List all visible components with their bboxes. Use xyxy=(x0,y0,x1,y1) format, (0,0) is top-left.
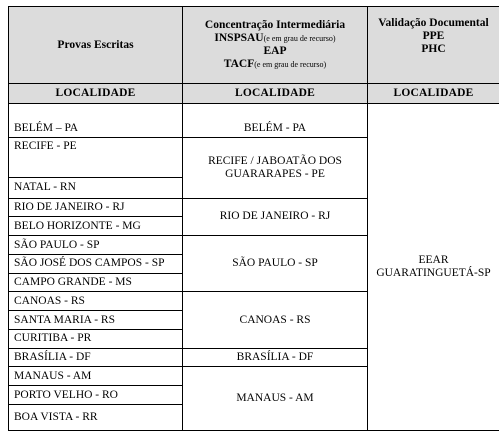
header-concentracao-title: Concentração Intermediária xyxy=(204,19,346,32)
header-eap: EAP xyxy=(263,45,287,58)
validation-eear xyxy=(368,103,499,430)
header-row xyxy=(9,7,499,84)
cell-sao-paulo: SÃO PAULO - SP xyxy=(9,236,183,255)
header-tacf: TACF xyxy=(223,58,255,71)
cell-curitiba: CURITIBA - PR xyxy=(9,329,183,348)
group-recife xyxy=(183,138,368,198)
header-validacao xyxy=(368,7,499,84)
group-brasilia: BRASÍLIA - DF xyxy=(183,348,368,367)
header-inspsau-note: (e em grau de recurso) xyxy=(263,34,336,44)
cell-brasilia: BRASÍLIA - DF xyxy=(9,348,183,367)
group-sao-paulo: SÃO PAULO - SP xyxy=(183,236,368,292)
cell-santa-maria: SANTA MARIA - RS xyxy=(9,311,183,330)
cell-belo-horizonte: BELO HORIZONTE - MG xyxy=(9,217,183,236)
header-inspsau: INSPSAU xyxy=(214,32,264,45)
group-belem: BELÉM - PA xyxy=(183,103,368,137)
cell-belem: BELÉM – PA xyxy=(9,103,183,137)
subheader-localidade-1: LOCALIDADE xyxy=(9,84,183,104)
cell-rio: RIO DE JANEIRO - RJ xyxy=(9,198,183,217)
header-concentracao xyxy=(183,7,368,84)
group-recife-line1: RECIFE / JABOATÃO DOS xyxy=(208,154,342,167)
header-tacf-line xyxy=(183,58,367,71)
subheader-row xyxy=(9,84,499,104)
table-row xyxy=(9,103,499,137)
header-provas-escritas: Provas Escritas xyxy=(9,7,183,84)
header-inspsau-line xyxy=(183,32,367,45)
subheader-localidade-3: LOCALIDADE xyxy=(368,84,499,104)
cell-campo-grande: CAMPO GRANDE - MS xyxy=(9,273,183,292)
validation-line1: EEAR xyxy=(418,253,449,266)
header-phc: PHC xyxy=(421,43,446,55)
validation-line2: GUARATINGUETÁ-SP xyxy=(376,266,491,279)
cell-sao-jose: SÃO JOSÉ DOS CAMPOS - SP xyxy=(9,254,183,273)
subheader-localidade-2: LOCALIDADE xyxy=(183,84,368,104)
cell-recife: RECIFE - PE xyxy=(9,138,183,178)
group-manaus: MANAUS - AM xyxy=(183,367,368,431)
header-validacao-title: Validação Documental xyxy=(378,17,489,29)
cell-porto-velho: PORTO VELHO - RO xyxy=(9,386,183,405)
localities-table xyxy=(8,6,499,431)
cell-manaus: MANAUS - AM xyxy=(9,367,183,386)
header-tacf-note: (e em grau de recurso) xyxy=(254,60,327,70)
header-ppe: PPE xyxy=(422,30,445,42)
group-rio: RIO DE JANEIRO - RJ xyxy=(183,198,368,236)
cell-boa-vista: BOA VISTA - RR xyxy=(9,404,183,430)
cell-canoas: CANOAS - RS xyxy=(9,292,183,311)
localities-table-wrapper xyxy=(8,6,499,431)
cell-natal: NATAL - RN xyxy=(9,177,183,198)
group-recife-line2: GUARARAPES - PE xyxy=(225,167,325,180)
group-canoas: CANOAS - RS xyxy=(183,292,368,348)
